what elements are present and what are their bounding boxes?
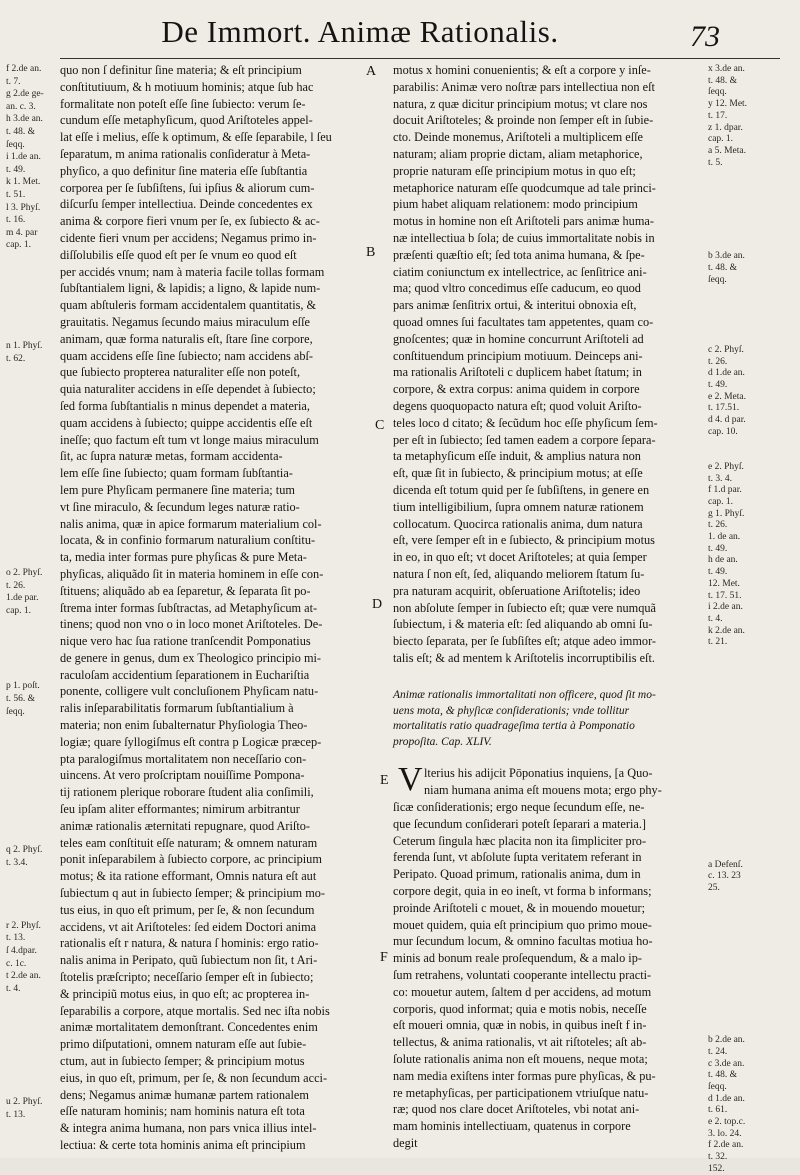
text-line: ſubiectum, i & materia eſt: ſed aliquando ab omni ſu- xyxy=(393,617,653,632)
text-line: ta, media inter formas pure phyſicas & pure Meta- xyxy=(60,550,307,565)
margin-note: t. 4. xyxy=(708,613,723,624)
margin-note: t. 4. xyxy=(6,983,21,994)
text-line: Peripato. Quoad primum, rationalis anima, dum in xyxy=(393,867,641,882)
text-line: ſum retrahens, voluntati cooperante intellectu practi- xyxy=(393,967,652,982)
text-line: conſtituendum principium motiuum. Deinceps ani- xyxy=(393,348,643,363)
margin-note: l 3. Phyſ. xyxy=(6,202,41,213)
margin-note: p 1. poſt. xyxy=(6,681,40,692)
text-line: tij rationem plerique roborare ſtudent alia conſimili, xyxy=(60,785,314,800)
margin-note: 152. xyxy=(708,1163,725,1174)
margin-note: t. 26. xyxy=(6,580,26,591)
text-line: quam accidens à ſubiecto; quippe accidentis eſſe eſt xyxy=(60,415,313,430)
margin-note: 3. lo. 24. xyxy=(708,1128,742,1139)
margin-note: t. 16. xyxy=(6,215,26,226)
margin-note: ſeqq. xyxy=(708,87,727,98)
text-line: uincens. At vero proſcriptam nouiſſime Pompona- xyxy=(60,768,305,783)
text-line: de genere in genus, dum ex Theologico principio mi- xyxy=(60,650,322,665)
margin-note: g 2.de ge- xyxy=(6,89,44,100)
margin-note: t. 49. xyxy=(6,164,26,175)
text-line: nalis anima, quæ in apice formarum materialium col- xyxy=(60,516,322,531)
margin-note: t. 48. & xyxy=(708,1070,738,1081)
text-line: quoad omnes ſui facultates tam appetentes, quam co- xyxy=(393,314,654,329)
text-line: talis eſt; & ad mentem k Ariſtotelis incorruptibilis eſt. xyxy=(393,650,655,665)
text-line: ſeparatum, m anima rationalis conſideratur à Meta- xyxy=(60,146,311,161)
text-line: parabilis: Animæ vero noſtræ pars intellectiua non eſt xyxy=(393,79,655,94)
margin-note: cap. 10. xyxy=(708,426,738,437)
margin-note: t. 24. xyxy=(708,1046,728,1057)
margin-note: ſeqq. xyxy=(708,274,727,285)
margin-note: t. 7. xyxy=(6,76,21,87)
text-line: re metaphyſicas, per participationem vtriuſque natu- xyxy=(393,1085,649,1100)
text-line: que ſubiecto propterea naturaliter eſſe non poteſt, xyxy=(60,365,301,380)
margin-note: t. 26. xyxy=(708,356,728,367)
text-line: animæ rationalis æternitati repugnare, quod Ariſto- xyxy=(60,818,310,833)
page-title: De Immort. Animæ Rationalis. xyxy=(161,14,559,49)
text-line: primo diſputationi, omnem naturam eſſe aut ſubie- xyxy=(60,1037,307,1052)
text-line: corporis, quod informat; quia e motis nobis, neceſſe xyxy=(393,1001,647,1016)
margin-note: u 2. Phyſ. xyxy=(6,1097,43,1108)
text-line: ma; quod vltro concedimus eſſe caducum, eo quod xyxy=(393,281,641,296)
text-line: animam, quæ forma naturalis eſt, ſtare ſine corpore, xyxy=(60,331,313,346)
text-line: corporea per ſe ſubſiſtens, ſui ipſius & aliorum cum- xyxy=(60,180,315,195)
text-line: degit xyxy=(393,1135,418,1150)
text-line: tellectus, & anima rationalis, vt ait riſtoteles; aſt ab- xyxy=(393,1035,647,1050)
text-line: collocatum. Quocirca rationalis anima, dum natura xyxy=(393,516,643,531)
margin-note: t. 5. xyxy=(708,157,723,168)
margin-note: x 3.de an. xyxy=(708,64,745,74)
right-text-column xyxy=(393,62,703,667)
margin-note: t 2.de an. xyxy=(6,971,41,982)
margin-note: t. 51. xyxy=(6,190,26,200)
margin-note: t. 49. xyxy=(708,379,728,390)
text-line: accidens, vt ait Ariſtoteles: ſed eidem Doctori anima xyxy=(60,919,317,934)
margin-note: t. 17. 51. xyxy=(708,590,742,601)
text-line: lem eſſe ſine ſubiecto; quam formam ſubſtantia- xyxy=(60,466,293,481)
text-line: ſeparabilis a corpore, atque mortalis. Sed nec iſta nobis xyxy=(60,1003,330,1018)
margin-note: cap. 1. xyxy=(6,240,32,251)
margin-note: a Defenſ. xyxy=(708,859,743,870)
text-line: ſtituens; aliquãdo ab ea ſeparetur, & ſeparata ſit po- xyxy=(60,583,311,598)
margin-note: cap. 1. xyxy=(708,496,734,507)
margin-note: t. 17. xyxy=(708,110,728,121)
margin-note: t. 32. xyxy=(708,1152,728,1163)
text-line: phyſicas, aliquãdo ſit in materia hominem in eſſe con- xyxy=(60,566,324,581)
text-line: ctum, aut in ſubiecto ſemper; & principium motus xyxy=(60,1054,305,1069)
margin-note: r 2. Phyſ. xyxy=(6,920,41,931)
text-line: ferenda ſunt, vt abſolute ſupta veritatem referant in xyxy=(393,850,642,865)
text-line: minis ad bonum reale proſequendum, & a malo ip- xyxy=(393,951,642,966)
margin-note: f 2.de an. xyxy=(6,64,42,74)
text-line: & integra anima humana, non pars vnica illius intel- xyxy=(60,1121,317,1136)
margin-note: t. 48. & xyxy=(708,262,738,273)
text-line: cidente fieri vnum per accidens; Negamus primo in- xyxy=(60,230,317,245)
margin-note: m 4. par xyxy=(6,227,38,238)
margin-note: t. 17.51. xyxy=(708,403,740,414)
text-line: præſenti quæſtio eſt; ſed tota anima humana, & ſpe- xyxy=(393,247,645,262)
section-letter-f: F xyxy=(380,950,388,965)
left-text-column xyxy=(60,62,360,1154)
text-line: eſt, quæ ſit in ſubiecto, & principium motus; at eſſe xyxy=(393,466,643,481)
margin-note: an. c. 3. xyxy=(6,101,36,112)
heading-line: propoſita. Cap. XLIV. xyxy=(393,735,492,748)
text-line: diſcurſu ſemper intellectiua. Deinde concedentes ex xyxy=(60,197,313,212)
text-line: natura, z quæ dicitur principium motus; vt clare nos xyxy=(393,96,648,111)
margin-note: ſeqq. xyxy=(6,139,25,150)
margin-note: ſeqq. xyxy=(708,1081,727,1092)
margin-note: 25. xyxy=(708,883,720,893)
margin-note: t. 3. 4. xyxy=(708,473,733,484)
text-line: eſt, vere ſemper eſt in e ſubiecto, & principium motus xyxy=(393,533,655,548)
text-line: pra naturam acquirit, obſeruatione Ariſtotelis; ideo xyxy=(393,583,641,598)
text-line: ſtotelis præſcripto; neceſſario ſemper eſt in ſubiecto; xyxy=(60,970,314,985)
page-number: 73 xyxy=(690,20,720,53)
text-line: conſtitutiuum, & h motiuum hominis; atque ſub hac xyxy=(60,79,314,94)
text-line: quo non ſ definitur ſine materia; & eſt principium xyxy=(60,63,302,77)
dropcap-initial: V xyxy=(398,761,423,798)
dropcap-lines xyxy=(424,765,704,799)
margin-note: g 1. Phyſ. xyxy=(708,508,745,519)
text-line: raculoſam accidentium ſeparationem in Euchariſtia xyxy=(60,667,310,682)
margin-note: t. 61. xyxy=(708,1105,728,1116)
text-line: ta metaphyſicum eſſe induit, & amplius natura non xyxy=(393,449,641,464)
text-line: biecto ſeparata, per ſe ſubſiſtes eſt; atque adeo immor- xyxy=(393,634,657,649)
text-line: dens; Negamus animæ humanæ partem rationalem xyxy=(60,1087,309,1102)
margin-note: c 3.de an. xyxy=(708,1058,745,1069)
text-line: cto. Deinde monemus, Ariſtoteli a multiplicem eſſe xyxy=(393,130,643,145)
margin-note: t. 49. xyxy=(708,567,728,578)
margin-note: k 2.de an. xyxy=(708,625,745,636)
text-line: vt ſine miraculo, & ſecundum leges naturæ ratio- xyxy=(60,499,300,514)
text-line: materia; non enim ſubalternatur Phyſiologia Theo- xyxy=(60,718,308,733)
text-line: non abſolute ſemper in ſubiecto eſt; quæ vere numquã xyxy=(393,600,656,615)
text-line: per accidés vnum; nam à materia facile tollas formam xyxy=(60,264,325,279)
section-letter-d: D xyxy=(372,597,383,612)
text-line: & principiũ motus eius, in quo eſt; ac propterea in- xyxy=(60,986,310,1001)
text-line: ponente, colligere vult concluſionem Phyſicam natu- xyxy=(60,684,319,699)
heading-line: mortalitatis ratio quadrageſima tertia à Pomponatio xyxy=(393,720,635,732)
text-line: teles loco d citato; & ſecũdum hoc eſſe phyſicum ſem- xyxy=(393,415,658,430)
text-line: pta paralogiſmus mortalitatem non neceſſario con- xyxy=(60,751,307,766)
text-line: tium intelligibilium, ſupra omnem naturæ rationem xyxy=(393,499,644,514)
text-line: lem pure Phyſicam permanere ſine materia; tum xyxy=(60,482,295,497)
margin-note: d 4. d par. xyxy=(708,415,746,425)
text-line: formalitate non poteſt eſſe ſine ſubiecto: verum ſe- xyxy=(60,96,306,111)
text-line: ræ; quod nos clare docet Ariſtoteles, vbi notat ani- xyxy=(393,1102,640,1117)
margin-note: c 2. Phyſ. xyxy=(708,344,744,355)
text-line: tus eius, in quo eſt primum, per ſe, & non ſecundum xyxy=(60,902,315,917)
text-line: diſſolubilis eſſe quod eſt per ſe vnum eo quod eſt xyxy=(60,247,297,262)
text-line: tinens; quod non vno o in loco monet Ariſtoteles. De- xyxy=(60,617,323,632)
margin-note: d 1.de an. xyxy=(708,368,745,379)
text-line: lectiua: & certe tota hominis anima eſt principium xyxy=(60,1138,306,1152)
text-line: ſtrema inter formas ſubſtractas, ad Metaphyſicum at- xyxy=(60,600,318,615)
text-line: animæ mortalitatem demonſtrant. Concedentes enim xyxy=(60,1020,318,1035)
text-line: que ſecundum conſiderari poteſt ſeparari a materia.] xyxy=(393,816,646,831)
text-line: in eo, in quo eſt; vt docet Ariſtoteles; at quia ſemper xyxy=(393,550,647,565)
margin-note: t. 13. xyxy=(6,933,26,944)
text-line: nique vero hac ſua ratione tranſcendit Pomponatius xyxy=(60,634,311,649)
margin-note: e 2. top.c. xyxy=(708,1117,746,1127)
text-line: ſed forma ſubſtantialis n minus dependet a materia, xyxy=(60,398,310,413)
margin-note: a 5. Meta. xyxy=(708,145,746,156)
text-line: grauitatis. Negamus ſecundo maius miraculum eſſe xyxy=(60,314,310,329)
margin-note: e 2. Phyſ. xyxy=(708,461,744,472)
section-letter-c: C xyxy=(375,418,385,433)
margin-note: n 1. Phyſ. xyxy=(6,341,43,352)
text-line: quam accidens eſſe ſine ſubiecto; nam accidens abſ- xyxy=(60,348,314,363)
margin-note: t. 62. xyxy=(6,353,26,364)
chapter-heading xyxy=(393,688,703,750)
text-line: logiæ; quare ſyllogiſmus eſt contra p Logicæ præcep- xyxy=(60,734,322,749)
text-line: eſſe naturam hominis; nam hominis natura eſt tota xyxy=(60,1104,305,1119)
margin-note: t. 56. & xyxy=(6,694,36,704)
heading-line: uens mota, & phyſicæ conſiderationis; vnde tollitur xyxy=(393,704,630,717)
text-line: teles eam conſtituit eſſe naturam; & omnem naturam xyxy=(60,835,318,850)
text-line: per eſt in ſubiecto; ſed tamen eadem a corpore ſepara- xyxy=(393,432,656,447)
text-line: naturam; aliam proprie dictam, aliam metaphorice, xyxy=(393,146,643,161)
text-line: phyſico, a quo definitur ſine materia eſſe ſubſtantia xyxy=(60,163,308,178)
text-line: proprie naturam eſſe principium motus in quo eſt; xyxy=(393,163,636,178)
margin-note: t. 48. & xyxy=(6,127,36,137)
margin-note: t. 48. & xyxy=(708,75,738,86)
margin-note: d 1.de an. xyxy=(708,1093,745,1104)
text-line: næ intellectiua b ſola; de cuius immortalitate nobis in xyxy=(393,230,655,245)
text-line: ſubſtantialem ligni, & lapidis; a ligno, & lapide num- xyxy=(60,281,321,296)
margin-note: o 2. Phyſ. xyxy=(6,568,43,578)
text-line: mam hominis intellectiuam, quatenus in corpore xyxy=(393,1119,631,1134)
text-line: Ceterum ſingula hæc placita non ita ſimpliciter pro- xyxy=(393,833,647,848)
margin-note: k 1. Met. xyxy=(6,177,41,188)
text-line: anima & corpore fieri vnum per ſe, ex ſubiecto & ac- xyxy=(60,214,320,229)
margin-note: e 2. Meta. xyxy=(708,391,746,402)
margin-note: f 2.de an. xyxy=(708,1140,744,1151)
margin-note: t. 21. xyxy=(708,637,728,648)
text-line: pium habet aliquam relationem: modo principium xyxy=(393,197,638,212)
text-line: lterius his adijcit Pōponatius inquiens, [a Quo- xyxy=(424,766,653,780)
margin-note: h 3.de an. xyxy=(6,114,43,125)
text-line: pars animæ ſenſitrix ortui, & interitui obnoxia eſt, xyxy=(393,298,637,313)
text-line: corpore, & extra corpus: anima quidem in corpore xyxy=(393,382,640,397)
margin-note: t. 49. xyxy=(708,543,728,554)
text-line: ſit, ac ſupra naturæ metas, formam accidenta- xyxy=(60,449,283,464)
text-line: natura ſ non eſt, ſed, aliquando meliorem ſtatum ſu- xyxy=(393,566,645,581)
text-line: ſolute rationalis anima non eſt mouens, neque mota; xyxy=(393,1051,648,1066)
text-line: niam humana anima eſt mouens mota; ergo phy- xyxy=(424,782,662,797)
margin-note: t. 26. xyxy=(708,520,728,531)
text-line: dicenda eſt totum quid per ſe ſubſiſtens, in genere en xyxy=(393,482,650,497)
text-line: ſeu ipſam aliter efformantes; nimirum arbitrantur xyxy=(60,802,300,817)
text-line: lat eſſe i melius, eſſe k optimum, & eſſe ſeparabile, l ſeu xyxy=(60,130,332,145)
margin-note: c. 13. 23 xyxy=(708,871,741,882)
text-line: ma rationalis Ariſtoteli c duplicem habet ſtatum; in xyxy=(393,365,642,380)
text-line: nam media exiſtens inter formas pure phyſicas, & pu- xyxy=(393,1068,656,1083)
margin-note: ſ 4.dpar. xyxy=(6,946,37,956)
text-line: ponit inſeparabilem à ſubiecto corpore, ac principium xyxy=(60,852,322,867)
text-line: mouet quidem, quia eſt principium quo primo moue- xyxy=(393,917,652,932)
heading-line: Animæ rationalis immortalitati non officere, quod ſit mo- xyxy=(393,689,656,701)
margin-note: i 2.de an. xyxy=(708,602,743,613)
margin-note: h de an. xyxy=(708,555,738,566)
text-line: proinde Ariſtoteli c mouet, & in mouendo mouetur; xyxy=(393,900,646,915)
margin-note: z 1. dpar. xyxy=(708,122,743,133)
margin-note: t. 13. xyxy=(6,1109,26,1120)
text-line: locata, & in confinio formarum naturalium conſtitu- xyxy=(60,533,316,548)
section-letter-a: A xyxy=(366,64,377,79)
margin-note: cap. 1. xyxy=(6,605,32,616)
text-line: eſt moueri omnia, quæ in nobis, in quibus ineſt f in- xyxy=(393,1018,647,1033)
margin-note: 1. de an. xyxy=(708,532,741,542)
margin-note: f 1.d par. xyxy=(708,485,742,496)
margin-note: ſeqq. xyxy=(6,706,25,717)
text-line: nalis anima in Peripato, quũ ſubiectum non ſit, t Ari- xyxy=(60,953,318,968)
text-line: ciatim coniunctum ex intellectrice, ac ſenſitrice ani- xyxy=(393,264,647,279)
text-line: ſubiectum q aut in ſubiecto ſemper; & principium mo- xyxy=(60,886,326,901)
margin-note: 12. Met. xyxy=(708,578,740,589)
margin-note: cap. 1. xyxy=(708,134,734,145)
text-line: ſicæ conſiderationis; ergo neque ſecundum eſſe, ne- xyxy=(393,800,645,814)
text-line: motus x homini conuenientis; & eſt a corpore y inſe- xyxy=(393,63,651,77)
text-line: rationalis eſt r natura, & natura ſ hominis: ergo ratio- xyxy=(60,936,319,951)
margin-note: 1.de par. xyxy=(6,593,39,604)
text-line: ralis inſeparabilitatis formarum ſubſtantialium à xyxy=(60,701,294,716)
section-letter-e: E xyxy=(380,773,389,788)
text-line: quia naturaliter accidens in eſſe dependet à ſubiecto; xyxy=(60,382,316,397)
text-line: mur ſecundum locum, & omnino facultas motiua ho- xyxy=(393,934,653,949)
text-line: docuit Ariſtoteles; & proinde non ſemper eſt in ſubie- xyxy=(393,113,654,128)
text-line: degens quoquopacto natura eſt; quod voluit Ariſto- xyxy=(393,398,642,413)
text-line: quam abſtuleris formam accidentalem quantitatis, & xyxy=(60,298,317,313)
header-rule xyxy=(60,58,780,59)
text-line: cundum eſſe metaphyſicum, quod Ariſtoteles appel- xyxy=(60,113,313,128)
text-line: eius, in quo eſt, primum, per ſe, & non ſecundum acci- xyxy=(60,1070,328,1085)
text-line: gnoſcentes; quæ in homine concurrunt Ariſtoteli ad xyxy=(393,331,644,346)
section-letter-b: B xyxy=(366,245,376,260)
text-line: co: mouetur autem, ſaltem d per accidens, ad motum xyxy=(393,984,652,999)
margin-note: c. 1c. xyxy=(6,958,27,969)
text-line: ineſſe; quo factum eſt tum vt longe maius miraculum xyxy=(60,432,319,447)
text-line: metaphorice naturam eſſe quodcumque ad tale princi- xyxy=(393,180,656,195)
margin-note: y 12. Met. xyxy=(708,99,748,110)
margin-note: b 2.de an. xyxy=(708,1035,745,1046)
text-line: motus in homine non eſt Ariſtoteli pars animæ huma- xyxy=(393,214,654,229)
margin-note: i 1.de an. xyxy=(6,152,41,163)
margin-note: t. 3.4. xyxy=(6,857,28,868)
margin-note: b 3.de an. xyxy=(708,251,745,262)
text-line: motus; & ita ratione efformant, Omnis natura eſt aut xyxy=(60,869,317,884)
text-line: corpore degit, quia in eo ineſt, vt forma b informans; xyxy=(393,883,652,898)
margin-note: q 2. Phyſ. xyxy=(6,845,43,856)
right-text-column-continued xyxy=(393,799,705,1152)
